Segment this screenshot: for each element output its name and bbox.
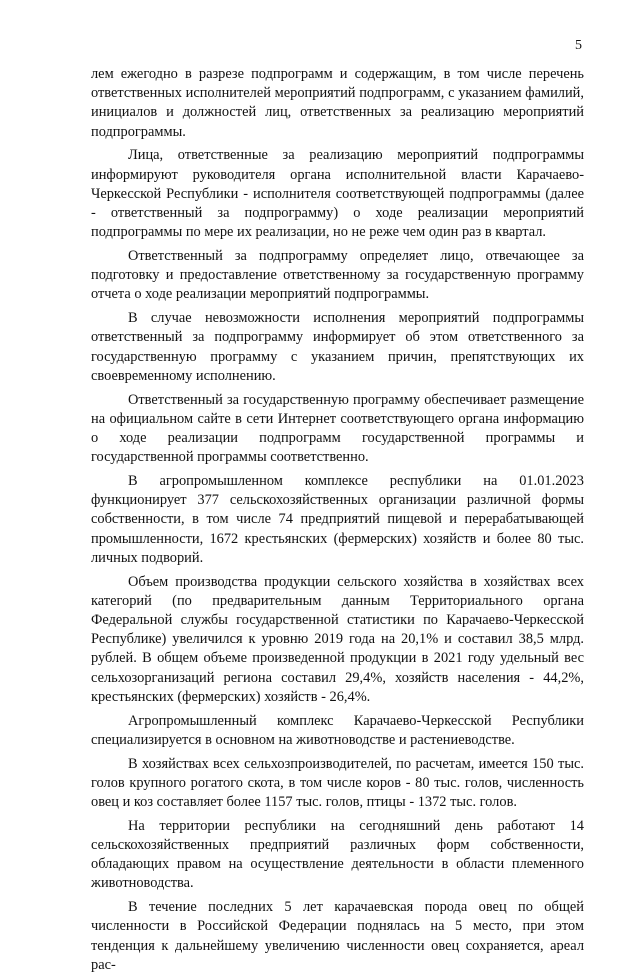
paragraph-breeding-enterprises: На территории республики на сегодняшний день работают 14 сельскохозяйственных предприятий различных форм собственности, обладающих правом на осуществление деятельности в области племенного животноводства. — [91, 817, 584, 892]
paragraph-publication: Ответственный за государственную программу обеспечивает размещение на официальном сайте в сети Интернет соответствующего органа информацию о ходе реализации подпрограмм государственной программы и государственной программы соответственно. — [91, 391, 584, 466]
paragraph-impossibility-case: В случае невозможности исполнения мероприятий подпрограммы ответственный за подпрограмму информирует об этом ответственного за государственную программу с указанием причин, препятствующих их своевременному исполнению. — [91, 310, 584, 384]
page-number: 5 — [575, 38, 582, 53]
paragraph-livestock: В хозяйствах всех сельхозпроизводителей, по расчетам, имеется 150 тыс. голов крупного рогатого скота, в том числе коров - 80 тыс. голов, численность овец и коз составляет более 1157 тыс. голов, птицы - 1372 тыс. голов. — [91, 755, 584, 811]
paragraph-subprogram-responsible: Ответственный за подпрограмму определяет лицо, отвечающее за подготовку и предоставление ответственному за государственную программу отчета о ходе реализации мероприятий подпрограммы. — [91, 248, 584, 303]
paragraph-agro-complex: В агропромышленном комплексе республики на 01.01.2023 функционирует 377 сельскохозяйственных организации различной формы собственности, в том числе 74 предприятий пищевой и перерабатывающей промышленности, 1672 крестьянских (фермерских) хозяйств и более 80 тыс. личных подворий. — [91, 473, 584, 566]
paragraph-sheep-breed: В течение последних 5 лет карачаевская порода овец по общей численности в Российской Федерации поднялась на 5 место, при этом тенденция к дальнейшему увеличению численности овец сохраняется, ареал рас- — [91, 899, 584, 973]
paragraph-continuation: лем ежегодно в разрезе подпрограмм и содержащим, в том числе перечень ответственных исполнителей мероприятий подпрограмм, с указанием фамилий, инициалов и должностей лиц, ответственных за реализацию мероприятий подпрограммы. — [91, 66, 584, 140]
paragraph-responsible-persons: Лица, ответственные за реализацию мероприятий подпрограммы информируют руководителя органа исполнительной власти Карачаево-Черкесской Республики - исполнителя соответствующей подпрограммы (далее - ответственный за подпрограмму) о ходе реализации мероприятий подпрограммы по мере их реализации, но не реже чем один раз в квартал. — [91, 147, 584, 241]
paragraph-specialization: Агропромышленный комплекс Карачаево-Черкесской Республики специализируется в основном на животноводстве и растениеводстве. — [91, 712, 584, 748]
document-body — [91, 65, 584, 975]
paragraph-production-volume: Объем производства продукции сельского хозяйства в хозяйствах всех категорий (по предварительным данным Территориального органа Федеральной службы государственной статистики по Карачаево-Черкесской Республике) увеличился к уровню 2019 года на 20,1% и составил 38,5 млрд. рублей. В общем объеме произведенной продукции в 2021 году удельный вес сельхозорганизаций региона составил 29,4%, хозяйств населения - 44,2%, крестьянских (фермерских) хозяйств - 26,4%. — [91, 573, 584, 705]
